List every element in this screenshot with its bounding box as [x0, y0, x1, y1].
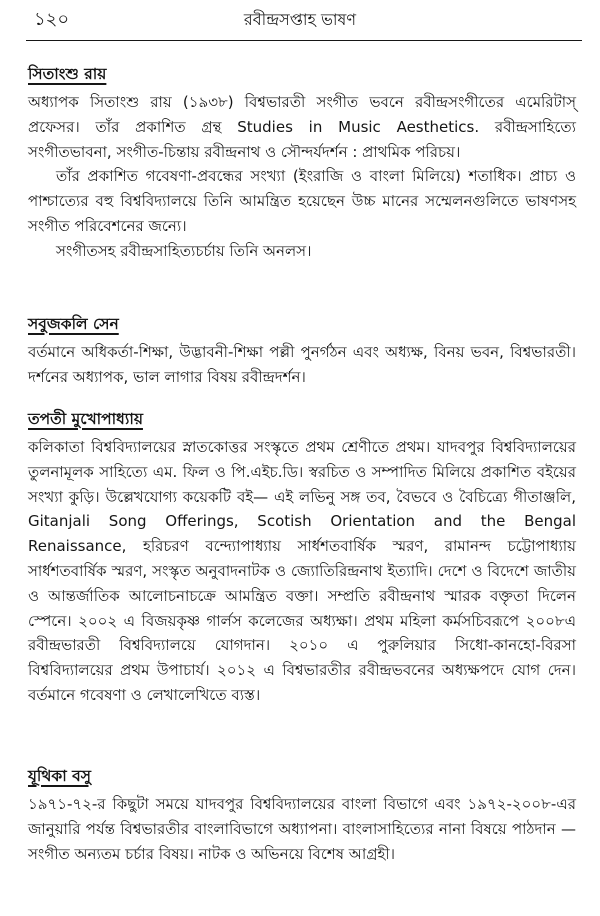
- bio-name: যূথিকা বসু: [28, 767, 92, 785]
- bio-name: সবুজকলি সেন: [28, 315, 119, 333]
- bio-tapati-mukhopadhyay: [28, 407, 576, 708]
- bio-paragraph: সংগীতসহ রবীন্দ্রসাহিত্যচর্চায় তিনি অনলস।: [56, 241, 312, 260]
- bio-paragraph: বর্তমানে অধিকর্তা-শিক্ষা, উদ্ভাবনী-শিক্ষা পল্লী পুনর্গঠন এবং অধ্যক্ষ, বিনয় ভবন, বিশ্বভারতী। দর্শনের অধ্যাপক, ভাল লাগার বিষয় রবীন্দ্রদর্শন।: [28, 343, 576, 386]
- running-title: রবীন্দ্রসপ্তাহ ভাষণ: [243, 10, 357, 29]
- bio-name: তপতী মুখোপাধ্যায়: [28, 410, 143, 428]
- bio-sitangshu-roy: [28, 62, 576, 264]
- bio-paragraph: তাঁর প্রকাশিত গবেষণা-প্রবন্ধের সংখ্যা (ইংরাজি ও বাংলা মিলিয়ে) শতাধিক। প্রাচ্য ও পাশ্চাত্যের বহু বিশ্ববিদ্যালয়ে তিনি আমন্ত্রিত হয়েছেন উচ্চ মানের সম্মেলনগুলিতে ভাষণসহ সংগীত পরিবেশনের জন্যে।: [28, 167, 576, 235]
- bio-juthika-basu: [28, 764, 576, 866]
- header-rule: [26, 40, 582, 41]
- bio-name: সিতাংশু রায়: [28, 65, 107, 83]
- bio-sabujkoli-sen: [28, 312, 576, 390]
- page-header: [0, 6, 600, 40]
- bio-paragraph: অধ্যাপক সিতাংশু রায় (১৯৩৮) বিশ্বভারতী সংগীত ভবনে রবীন্দ্রসংগীতের এমেরিটাস্ প্রফেসর। তাঁর প্রকাশিত গ্রন্থ Studies in Music Aesthetics. রবীন্দ্রসাহিত্যে সংগীতভাবনা, সংগীত-চিন্তায় রবীন্দ্রনাথ ও সৌন্দর্যদর্শন : প্রাথমিক পরিচয়।: [28, 93, 576, 161]
- page-number: ১২০: [34, 9, 70, 30]
- bio-paragraph: কলিকাতা বিশ্ববিদ্যালয়ের স্নাতকোত্তর সংস্কৃতে প্রথম শ্রেণীতে প্রথম। যাদবপুর বিশ্ববিদ্যালয়ের তুলনামূলক সাহিত্যে এম. ফিল ও পি.এইচ.ডি। স্বরচিত ও সম্পাদিত মিলিয়ে প্রকাশিত বইয়ের সংখ্যা কুড়ি। উল্লেখযোগ্য কয়েকটি বই— এই লভিনু সঙ্গ তব, বৈভবে ও বৈচিত্র্যে গীতাঞ্জলি, Gitanjali Song Offerings, Scotish Orientation and the Bengal Renaissance, হরিচরণ বন্দ্যোপাধ্যায় সার্ধশতবার্ষিক স্মরণ, রামানন্দ চট্টোপাধ্যায় সার্ধশতবার্ষিক স্মরণ, সংস্কৃত অনুবাদনাটক ও জ্যোতিরিন্দ্রনাথ ইত্যাদি। দেশে ও বিদেশে জাতীয় ও আন্তর্জাতিক আলোচনাচক্রে আমন্ত্রিত বক্তা। সম্প্রতি রবীন্দ্রনাথ স্মারক বক্তৃতা দিলেন স্পেনে। ২০০২ এ বিজয়কৃষ্ণ গার্লস কলেজের অধ্যক্ষা। প্রথম মহিলা কর্মসচিবরূপে ২০০৮এ রবীন্দ্রভারতী বিশ্ববিদ্যালয়ে যোগদান। ২০১০ এ পুরুলিয়ার সিধো-কানহো-বিরসা বিশ্ববিদ্যালয়ের প্রথম উপাচার্য। ২০১২ এ বিশ্বভারতীর রবীন্দ্রভবনের অধ্যক্ষপদে যোগ দেন। বর্তমানে গবেষণা ও লেখালেখিতে ব্যস্ত।: [28, 438, 576, 704]
- bio-paragraph: ১৯৭১-৭২-র কিছুটা সময়ে যাদবপুর বিশ্ববিদ্যালয়ের বাংলা বিভাগে এবং ১৯৭২-২০০৮-এর জানুয়ারি পর্যন্ত বিশ্বভারতীর বাংলাবিভাগে অধ্যাপনা। বাংলাসাহিত্যের নানা বিষয়ে পাঠদান — সংগীত অন্যতম চর্চার বিষয়। নাটক ও অভিনয়ে বিশেষ আগ্রহী।: [28, 795, 576, 863]
